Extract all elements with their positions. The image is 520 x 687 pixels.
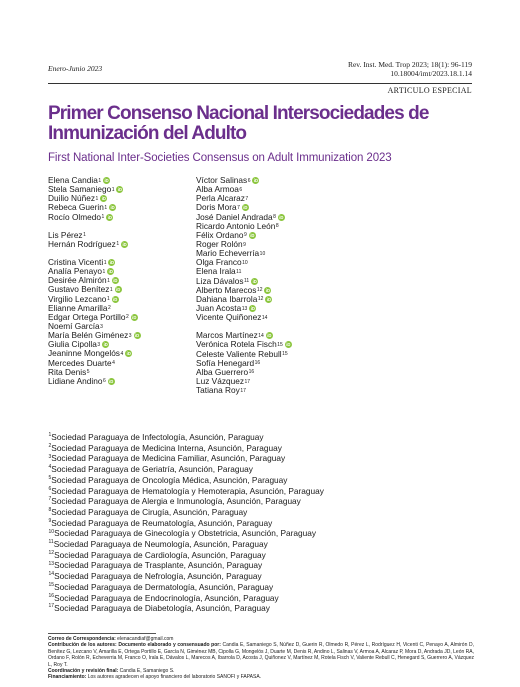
affiliation-item xyxy=(48,518,472,529)
author-name: Elena Candia xyxy=(48,175,98,185)
orcid-icon[interactable]: iD xyxy=(250,305,255,311)
affiliation-text: Sociedad Paraguaya de Reumatología, Asunción, Paraguay xyxy=(51,517,273,528)
citation-volume: Rev. Inst. Med. Trop 2023; 18(1): 96-119 xyxy=(347,60,472,69)
author-entry: Rebeca Guerin 1 iD xyxy=(48,202,115,213)
issue-date: Enero-Junio 2023 xyxy=(48,64,103,73)
affiliation-text: Sociedad Paraguaya de Dermatología, Asunción, Paraguay xyxy=(54,581,274,592)
author-name: Roger Rolón xyxy=(196,238,243,249)
affiliation-item xyxy=(48,603,472,614)
affiliation-text: Sociedad Paraguaya de Oncología Médica, Asunción, Paraguay xyxy=(51,474,288,485)
author-entry: Perla Alcaraz 7 xyxy=(196,193,249,204)
author-name: Hernán Rodríguez xyxy=(48,238,116,249)
author-name: Elena Irala xyxy=(196,266,236,277)
orcid-icon[interactable]: iD xyxy=(253,177,259,183)
correspondence-label: Correo de Correspondencia: xyxy=(48,636,116,642)
orcid-icon[interactable]: iD xyxy=(116,287,121,293)
header-divider xyxy=(48,83,472,84)
author-entry: Tatiana Roy 17 xyxy=(196,385,246,396)
affiliation-number: 5 xyxy=(48,475,52,482)
author-name: Alba Guerrero xyxy=(196,366,249,377)
page-header xyxy=(48,60,472,80)
author-entry: Giulia Cipolla 3 iD xyxy=(48,339,108,350)
orcid-icon[interactable]: iD xyxy=(265,287,271,293)
affiliation-text: Sociedad Paraguaya de Endocrinología, Asunción, Paraguay xyxy=(54,592,279,603)
author-name: Dahiana Ibarrola xyxy=(196,293,258,304)
affiliation-item xyxy=(48,507,472,518)
affiliation-number: 1 xyxy=(48,432,52,439)
author-name: Duilio Núñez xyxy=(48,193,96,204)
author-list-right xyxy=(196,176,376,395)
author-name: Víctor Salinas xyxy=(196,175,248,185)
affiliation-text: Sociedad Paraguaya de Geriatría, Asunción, Paraguay xyxy=(51,464,253,475)
contribution-note xyxy=(48,642,474,668)
affiliation-item xyxy=(48,464,472,475)
author-entry: José Daniel Andrada 8 iD xyxy=(196,211,284,222)
author-name: Giulia Cipolla xyxy=(48,339,97,350)
affiliation-number: 14 xyxy=(48,571,55,578)
orcid-icon[interactable]: iD xyxy=(132,314,137,320)
correspondence-email[interactable]: elenacandiaf@gmail.com xyxy=(115,636,174,642)
orcid-icon[interactable]: iD xyxy=(108,269,113,275)
affiliation-number: 16 xyxy=(48,592,55,599)
author-name: Celeste Valiente Rebull xyxy=(196,348,282,359)
author-name: Rita Denis xyxy=(48,366,87,377)
orcid-icon[interactable]: iD xyxy=(107,214,112,220)
affiliation-number: 6 xyxy=(48,485,52,492)
author-name: María Belén Giménez xyxy=(48,330,129,341)
author-entry: Roger Rolón 9 xyxy=(196,238,246,249)
affiliation-list xyxy=(48,432,472,614)
affiliation-text: Sociedad Paraguaya de Trasplante, Asunción, Paraguay xyxy=(54,560,263,571)
affiliation-item xyxy=(48,550,472,561)
affiliation-text: Sociedad Paraguaya de Hematología y Hemoterapia, Asunción, Paraguay xyxy=(51,485,324,496)
author-entry: Rita Denis 5 xyxy=(48,366,90,377)
author-entry: Gustavo Benítez 1 iD xyxy=(48,284,121,295)
author-name: Edgar Ortega Portillo xyxy=(48,311,126,322)
author-name: Tatiana Roy xyxy=(196,385,240,396)
funding-label: Financiamiento: xyxy=(48,674,87,681)
orcid-icon[interactable]: iD xyxy=(266,296,271,302)
author-entry: Hernán Rodríguez 1 iD xyxy=(48,238,127,249)
orcid-icon[interactable]: iD xyxy=(109,259,115,265)
author-entry: Stela Samaniego 1 iD xyxy=(48,184,123,195)
affiliation-item xyxy=(48,571,472,582)
affiliation-text: Sociedad Paraguaya de Alergia e Inmunología, Asunción, Paraguay xyxy=(51,496,301,507)
affiliation-number: 12 xyxy=(48,549,55,556)
author-name: Mario Echeverría xyxy=(196,248,260,259)
author-name: Lis Pérez xyxy=(48,229,83,240)
author-name: Rebeca Guerin xyxy=(48,202,104,213)
author-entry: Liza Dávalos 11 iD xyxy=(196,275,257,286)
author-entry: Lidiane Andino 6 iD xyxy=(48,375,114,386)
author-name: Juan Acosta xyxy=(196,302,242,313)
author-name: Ricardo Antonio León xyxy=(196,220,276,231)
orcid-icon[interactable]: iD xyxy=(267,333,272,339)
author-entry: Lis Pérez 1 xyxy=(48,229,86,240)
author-entry: Duilio Núñez 1 iD xyxy=(48,193,106,204)
author-entry: Rocío Olmedo 1 iD xyxy=(48,211,112,222)
author-list-left xyxy=(48,176,196,386)
author-name: Félix Ordano xyxy=(196,229,244,240)
affiliation-item xyxy=(48,539,472,550)
author-entry: María Belén Giménez 3 iD xyxy=(48,330,140,341)
author-name: Cristina Vicenti xyxy=(48,256,104,267)
affiliation-number: 17 xyxy=(48,603,55,610)
affiliation-text: Sociedad Paraguaya de Ginecología y Obstetricia, Asunción, Paraguay xyxy=(54,528,317,539)
author-name: José Daniel Andrada xyxy=(196,211,273,222)
affiliation-number: 13 xyxy=(48,560,55,567)
affiliation-number: 3 xyxy=(48,453,52,460)
affiliation-text: Sociedad Paraguaya de Nefrología, Asunción, Paraguay xyxy=(54,571,262,582)
author-entry: Ricardo Antonio León 8 xyxy=(196,220,279,231)
affiliation-item xyxy=(48,496,472,507)
author-name: Stela Samaniego xyxy=(48,184,112,195)
author-entry: Mario Echeverría 10 xyxy=(196,248,266,259)
author-name: Elianne Amarilla xyxy=(48,302,108,313)
article-title: Primer Consenso Nacional Intersociedades de Inmunización del Adulto xyxy=(48,103,429,144)
affiliation-item xyxy=(48,593,472,604)
orcid-icon[interactable]: iD xyxy=(104,177,109,183)
footnotes xyxy=(48,636,474,681)
affiliation-number: 15 xyxy=(48,582,55,589)
author-entry: Noemí García 3 xyxy=(48,320,103,331)
affiliation-text: Sociedad Paraguaya de Medicina Familiar, Asunción, Paraguay xyxy=(51,453,286,464)
author-entry: Desirée Almirón 1 iD xyxy=(48,275,118,286)
affiliation-item xyxy=(48,453,472,464)
citation-doi[interactable]: 10.18004/imt/2023.18.1.14 xyxy=(390,69,472,78)
footer-divider xyxy=(48,633,156,634)
orcid-icon[interactable]: iD xyxy=(286,342,291,348)
author-entry: Víctor Salinas 6 iD xyxy=(196,175,259,185)
orcid-icon[interactable]: iD xyxy=(113,278,118,284)
affiliation-text: Sociedad Paraguaya de Diabetología, Asunción, Paraguay xyxy=(54,603,270,614)
author-entry: Elena Irala 11 xyxy=(196,266,242,277)
author-entry: Cristina Vicenti 1 iD xyxy=(48,256,115,267)
author-entry: Celeste Valiente Rebull 15 xyxy=(196,348,288,359)
affiliation-item xyxy=(48,582,472,593)
affiliation-text: Sociedad Paraguaya de Neumología, Asunción, Paraguay xyxy=(53,539,268,550)
funding-text: Los autores agradecen el apoyo financiero del laboratorio SANOFI y FAPASA. xyxy=(86,674,262,681)
author-entry: Edgar Ortega Portillo 2 iD xyxy=(48,311,137,322)
author-entry: Alba Armoa 6 xyxy=(196,184,243,195)
author-entry: Juan Acosta 13 iD xyxy=(196,302,255,313)
funding-note xyxy=(48,674,474,680)
affiliation-text: Sociedad Paraguaya de Cardiología, Asunción, Paraguay xyxy=(54,549,266,560)
affiliation-item xyxy=(48,560,472,571)
author-name: Liza Dávalos xyxy=(196,275,244,286)
orcid-icon[interactable]: iD xyxy=(101,196,106,202)
affiliation-number: 2 xyxy=(48,442,52,449)
author-name: Marcos Martínez xyxy=(196,330,258,341)
author-entry: Virgilio Lezcano 1 iD xyxy=(48,293,118,304)
author-entry: Félix Ordano 9 iD xyxy=(196,229,255,240)
author-entry: Verónica Rotela Fisch 15 iD xyxy=(196,339,291,350)
orcid-icon[interactable]: iD xyxy=(126,351,131,357)
orcid-icon[interactable]: iD xyxy=(103,342,108,348)
author-entry: Analía Penayo 1 iD xyxy=(48,266,113,277)
author-entry: Doris Mora 7 iD xyxy=(196,202,248,213)
author-name: Alba Armoa xyxy=(196,184,239,195)
author-entry: Marcos Martínez 14 iD xyxy=(196,330,272,341)
affiliation-item xyxy=(48,432,472,443)
affiliation-item xyxy=(48,486,472,497)
author-name: Olga Franco xyxy=(196,257,242,268)
author-name: Sofía Henegard xyxy=(196,357,255,368)
author-entry: Elena Candia 1 iD xyxy=(48,175,109,185)
author-name: Luz Vázquez xyxy=(196,375,244,386)
author-entry: Elianne Amarilla 2 xyxy=(48,302,111,313)
author-entry: Sofía Henegard 16 xyxy=(196,357,261,368)
article-type: ARTICULO ESPECIAL xyxy=(387,86,472,95)
orcid-icon[interactable]: iD xyxy=(117,187,123,193)
journal-citation xyxy=(348,60,472,78)
author-entry: Vicente Quiñonez 14 xyxy=(196,312,268,323)
author-entry: Luz Vázquez 17 xyxy=(196,375,251,386)
author-name: Jeaninne Mongelós xyxy=(48,348,120,359)
affiliation-item xyxy=(48,443,472,454)
affiliation-number: 11 xyxy=(48,539,54,546)
affiliation-text: Sociedad Paraguaya de Medicina Interna, Asunción, Paraguay xyxy=(51,442,282,453)
author-name: Rocío Olmedo xyxy=(48,211,102,222)
affiliation-item xyxy=(48,475,472,486)
author-name: Virgilio Lezcano xyxy=(48,293,107,304)
coordination-label: Coordinación y revisión final: xyxy=(48,668,119,675)
author-name: Doris Mora xyxy=(196,202,237,213)
orcid-icon[interactable]: iD xyxy=(250,232,255,238)
contribution-text: Candia E, Samaniego S, Núñez D, Guerin R, Olmedo R, Pérez L, Rodríguez H, Vicenti C, Penayo A, Almirón D, Benítez G, Lezcano V, Amarilla E, Ortega Portillo E, García N, Giménez MB, Cipolla G, Mongelós J, Duarte M, Denis R, Andino L, Salinas V, Armoa A, Alcaraz P, Mora D, Andrada JD, León RA, Ordano F, Rolón R, Echeverria M, Franco O, Irala E, Dávalos L, Marecos A, Ibarrola D, Acosta J, Quiñonez V, Martínez M, Rotela Fisch V, Valiente Rebull C, Henegard S, Guerrero A, Vázquez L, Roy T. xyxy=(48,642,474,668)
affiliation-item xyxy=(48,528,472,539)
author-name: Gustavo Benítez xyxy=(48,284,110,295)
orcid-icon[interactable]: iD xyxy=(109,378,114,384)
contribution-label: Contribución de los autores: Documento elaborado y consensuado por: xyxy=(48,642,221,649)
affiliation-text: Sociedad Paraguaya de Infectología, Asunción, Paraguay xyxy=(51,432,264,442)
affiliation-number: 7 xyxy=(48,496,52,503)
author-entry: Alba Guerrero 16 xyxy=(196,366,255,377)
author-entry: Jeaninne Mongelós 4 iD xyxy=(48,348,131,359)
orcid-icon[interactable]: iD xyxy=(122,241,127,247)
orcid-icon[interactable]: iD xyxy=(110,205,115,211)
orcid-icon[interactable]: iD xyxy=(279,214,284,220)
affiliation-text: Sociedad Paraguaya de Cirugía, Asunción, Paraguay xyxy=(51,506,248,517)
author-entry: Olga Franco 10 xyxy=(196,257,248,268)
author-name: Mercedes Duarte xyxy=(48,357,112,368)
affiliation-number: 4 xyxy=(48,464,52,471)
orcid-icon[interactable]: iD xyxy=(252,278,257,284)
author-name: Perla Alcaraz xyxy=(196,193,245,204)
orcid-icon[interactable]: iD xyxy=(134,333,140,339)
orcid-icon[interactable]: iD xyxy=(243,205,248,211)
coordination-text: Candia E, Samaniego S. xyxy=(118,668,175,675)
author-entry: Dahiana Ibarrola 12 iD xyxy=(196,293,271,304)
author-name: Noemí García xyxy=(48,320,100,331)
affiliation-number: 10 xyxy=(48,528,55,535)
affiliation-number: 9 xyxy=(48,517,52,524)
affiliation-number: 8 xyxy=(48,507,52,514)
orcid-icon[interactable]: iD xyxy=(113,296,118,302)
author-name: Analía Penayo xyxy=(48,266,102,277)
author-entry: Alberto Marecos 12 iD xyxy=(196,284,271,295)
article-title-english: First National Inter-Societies Consensus on Adult Immunization 2023 xyxy=(48,152,392,164)
author-name: Alberto Marecos xyxy=(196,284,257,295)
author-name: Verónica Rotela Fisch xyxy=(196,339,277,350)
author-entry: Mercedes Duarte 4 xyxy=(48,357,115,368)
author-name: Desirée Almirón xyxy=(48,275,107,286)
author-name: Lidiane Andino xyxy=(48,375,103,386)
author-name: Vicente Quiñonez xyxy=(196,312,262,323)
